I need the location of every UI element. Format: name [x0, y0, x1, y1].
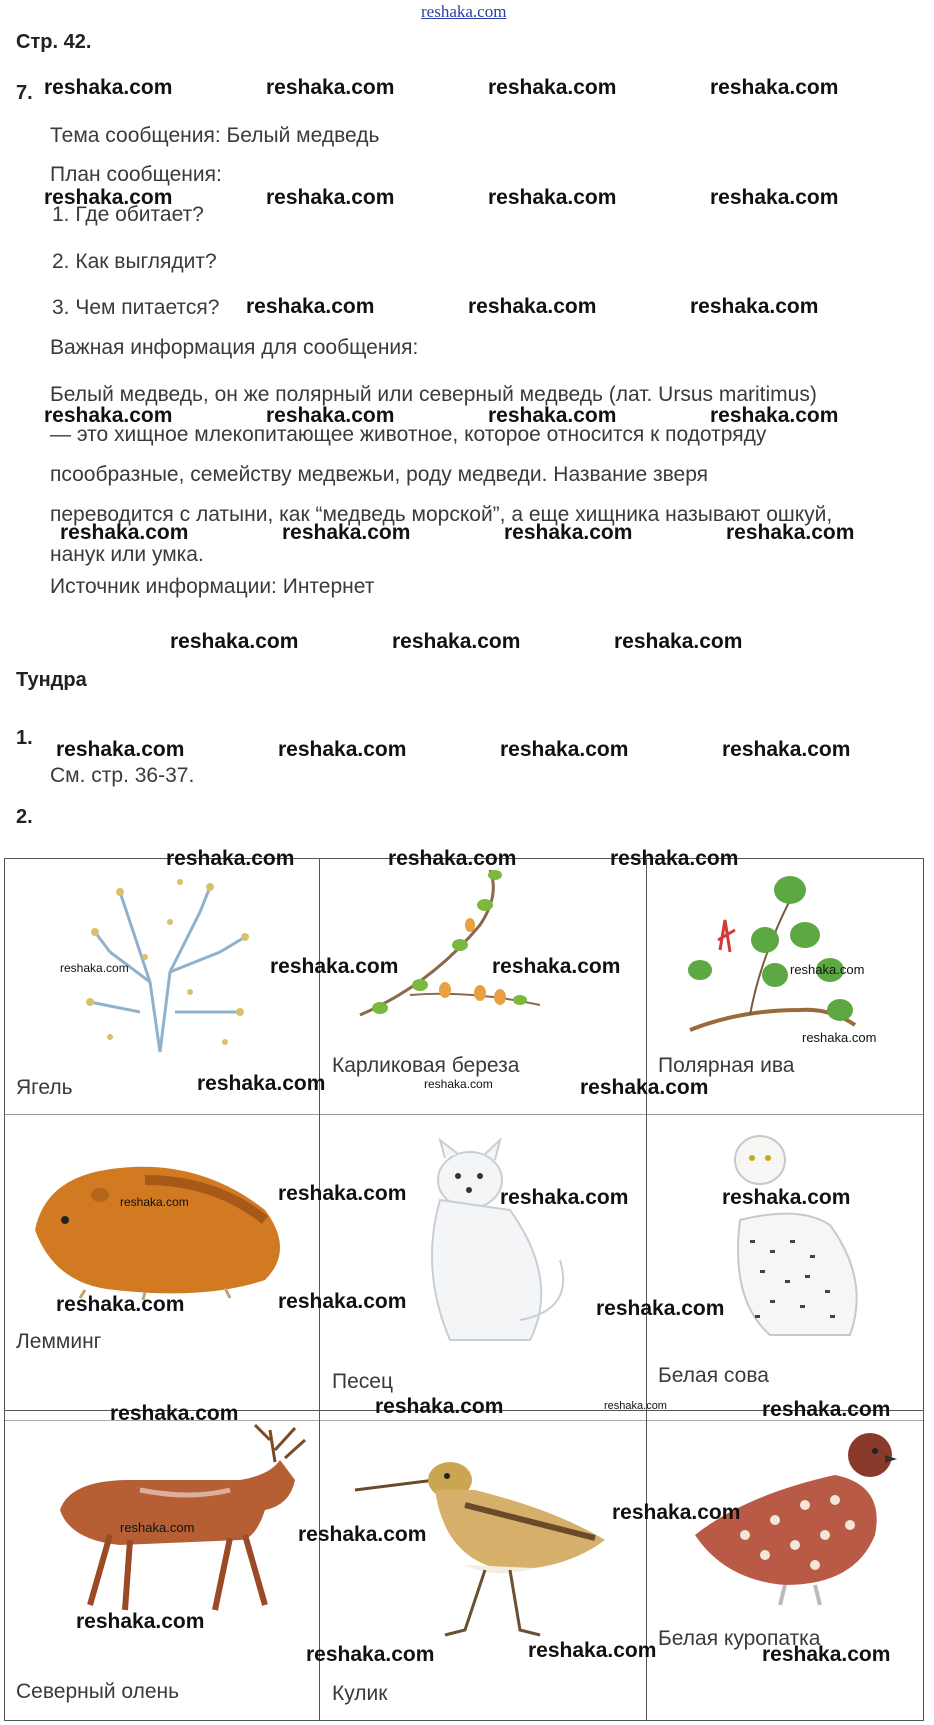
task-1-number: 1. — [16, 727, 33, 749]
grid-line — [4, 1720, 924, 1721]
grid-line — [923, 858, 924, 1720]
plan-item-2: 2. Как выглядит? — [52, 250, 217, 273]
plan-title: План сообщения: — [50, 163, 222, 186]
watermark: reshaka.com — [710, 186, 839, 209]
arctic-fox-illustration — [400, 1140, 580, 1350]
watermark: reshaka.com — [388, 847, 517, 870]
watermark: reshaka.com — [722, 738, 851, 761]
grid-line — [319, 858, 320, 1720]
watermark: reshaka.com — [266, 186, 395, 209]
watermark: reshaka.com — [60, 521, 189, 544]
watermark-small: reshaka.com — [60, 961, 129, 975]
watermark: reshaka.com — [492, 955, 621, 978]
watermark: reshaka.com — [166, 847, 295, 870]
watermark: reshaka.com — [488, 404, 617, 427]
watermark: reshaka.com — [612, 1501, 741, 1524]
watermark: reshaka.com — [710, 404, 839, 427]
watermark: reshaka.com — [270, 955, 399, 978]
watermark: reshaka.com — [375, 1395, 504, 1418]
cell-label-dwarf-birch: Карликовая береза — [332, 1054, 520, 1077]
task-7-number: 7. — [16, 82, 33, 104]
cell-label-lemming: Лемминг — [16, 1330, 102, 1353]
watermark: reshaka.com — [110, 1402, 239, 1425]
watermark: reshaka.com — [500, 1186, 629, 1209]
info-line: — это хищное млекопитающее животное, которое относится к подотряду — [50, 423, 767, 446]
watermark: reshaka.com — [610, 847, 739, 870]
info-line: Белый медведь, он же полярный или северный медведь (лат. Ursus maritimus) — [50, 383, 817, 406]
watermark: reshaka.com — [392, 630, 521, 653]
watermark: reshaka.com — [710, 76, 839, 99]
watermark: reshaka.com — [278, 1290, 407, 1313]
watermark-small: reshaka.com — [802, 1030, 877, 1045]
watermark-small: reshaka.com — [120, 1520, 195, 1535]
polar-willow-illustration — [680, 860, 860, 1040]
watermark-small: reshaka.com — [604, 1400, 667, 1412]
grid-line — [646, 858, 647, 1720]
watermark: reshaka.com — [282, 521, 411, 544]
page-reference: Стр. 42. — [16, 31, 92, 53]
watermark-small: reshaka.com — [790, 962, 865, 977]
info-line: переводится с латыни, как “медведь морской”, а еще хищника называют ошкуй, — [50, 503, 833, 526]
watermark: reshaka.com — [170, 630, 299, 653]
watermark: reshaka.com — [197, 1072, 326, 1095]
watermark: reshaka.com — [298, 1523, 427, 1546]
section-title: Тундра — [16, 669, 87, 691]
watermark: reshaka.com — [306, 1643, 435, 1666]
cell-label-reindeer: Северный олень — [16, 1680, 180, 1703]
site-link[interactable]: reshaka.com — [421, 2, 507, 21]
watermark: reshaka.com — [762, 1643, 891, 1666]
plan-item-3: 3. Чем питается? — [52, 296, 220, 319]
cell-label-lichen: Ягель — [16, 1076, 73, 1099]
watermark: reshaka.com — [266, 404, 395, 427]
watermark: reshaka.com — [56, 738, 185, 761]
cell-label-snowy-owl: Белая сова — [658, 1364, 769, 1387]
watermark: reshaka.com — [500, 738, 629, 761]
watermark: reshaka.com — [246, 295, 375, 318]
info-line: нанук или умка. — [50, 543, 204, 566]
info-title: Важная информация для сообщения: — [50, 336, 419, 359]
watermark: reshaka.com — [726, 521, 855, 544]
info-line: псообразные, семейству медвежьи, роду медведи. Название зверя — [50, 463, 709, 486]
watermark: reshaka.com — [44, 186, 173, 209]
watermark: reshaka.com — [56, 1293, 185, 1316]
watermark: reshaka.com — [278, 1182, 407, 1205]
lemming-illustration — [25, 1150, 295, 1300]
watermark: reshaka.com — [468, 295, 597, 318]
task-1-text: См. стр. 36-37. — [50, 764, 195, 787]
watermark: reshaka.com — [690, 295, 819, 318]
watermark: reshaka.com — [76, 1610, 205, 1633]
watermark: reshaka.com — [722, 1186, 851, 1209]
watermark-small: reshaka.com — [120, 1195, 189, 1209]
cell-label-arctic-fox: Песец — [332, 1370, 393, 1393]
task-2-number: 2. — [16, 806, 33, 828]
watermark: reshaka.com — [614, 630, 743, 653]
cell-label-ptarmigan: Белая куропатка — [658, 1627, 821, 1650]
cell-label-polar-willow: Полярная ива — [658, 1054, 795, 1077]
snowy-owl-illustration — [710, 1130, 870, 1350]
grid-line — [4, 858, 5, 1720]
watermark-small: reshaka.com — [424, 1077, 493, 1091]
watermark: reshaka.com — [488, 186, 617, 209]
watermark: reshaka.com — [596, 1297, 725, 1320]
watermark: reshaka.com — [580, 1076, 709, 1099]
plan-item-1: 1. Где обитает? — [52, 203, 204, 226]
watermark: reshaka.com — [278, 738, 407, 761]
info-source: Источник информации: Интернет — [50, 575, 375, 598]
watermark: reshaka.com — [44, 404, 173, 427]
watermark: reshaka.com — [504, 521, 633, 544]
grid-line — [4, 1114, 924, 1115]
watermark: reshaka.com — [762, 1398, 891, 1421]
watermark: reshaka.com — [528, 1639, 657, 1662]
watermark: reshaka.com — [266, 76, 395, 99]
dwarf-birch-illustration — [350, 865, 550, 1035]
watermark: reshaka.com — [488, 76, 617, 99]
message-topic: Тема сообщения: Белый медведь — [50, 124, 380, 147]
watermark: reshaka.com — [44, 76, 173, 99]
cell-label-sandpiper: Кулик — [332, 1682, 388, 1705]
